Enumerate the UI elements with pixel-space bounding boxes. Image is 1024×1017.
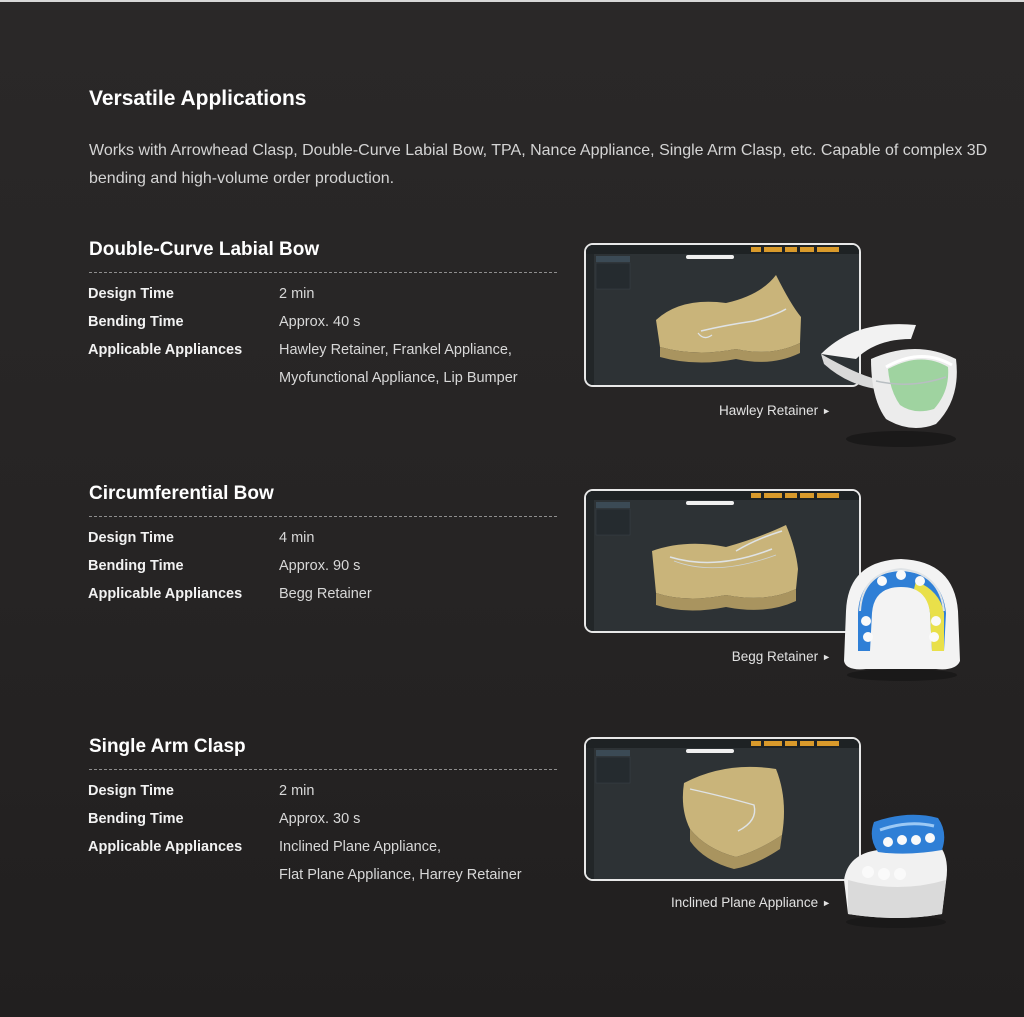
bending-time-label: Bending Time <box>88 558 184 574</box>
caption-text: Hawley Retainer <box>719 403 819 418</box>
appliance-photo-hawley-retainer <box>816 319 966 449</box>
design-time-value: 2 min <box>279 286 315 302</box>
applicable-appliances-label: Applicable Appliances <box>88 586 243 602</box>
bending-time-value: Approx. 90 s <box>279 558 361 574</box>
section-single-arm-clasp <box>0 736 1024 966</box>
applicable-appliances-value <box>279 833 569 889</box>
caption-text: Inclined Plane Appliance <box>670 895 819 910</box>
bending-time-label: Bending Time <box>88 811 184 827</box>
appliance-line: Begg Retainer <box>279 586 372 602</box>
dashed-divider <box>89 272 557 273</box>
section-circumferential-bow <box>0 483 1024 713</box>
appliance-line: Inclined Plane Appliance, <box>279 839 442 855</box>
photo-caption[interactable] <box>671 895 831 910</box>
section-double-curve-labial-bow <box>0 239 1024 469</box>
bending-time-value: Approx. 40 s <box>279 314 361 330</box>
design-time-label: Design Time <box>88 530 174 546</box>
design-time-label: Design Time <box>88 286 174 302</box>
applicable-appliances-label: Applicable Appliances <box>88 342 243 358</box>
bending-time-label: Bending Time <box>88 314 184 330</box>
design-time-value: 2 min <box>279 783 315 799</box>
appliance-line: Flat Plane Appliance, Harrey Retainer <box>279 867 522 883</box>
intro-text: Works with Arrowhead Clasp, Double-Curve Labial Bow, TPA, Nance Appliance, Single Arm Clasp, etc. Capable of complex 3D bending and high-volume order production. <box>89 142 988 187</box>
design-time-value: 4 min <box>279 530 315 546</box>
software-screenshot-icon <box>584 489 861 633</box>
caret-right-icon: ► <box>822 406 831 416</box>
software-screenshot-icon <box>584 737 861 881</box>
section-title: Circumferential Bow <box>89 483 274 504</box>
applicable-appliances-value <box>279 336 569 392</box>
page-title: Versatile Applications <box>89 87 307 110</box>
appliance-photo-begg-retainer <box>836 551 966 681</box>
design-time-label: Design Time <box>88 783 174 799</box>
photo-caption[interactable] <box>732 649 831 664</box>
appliance-line: Myofunctional Appliance, Lip Bumper <box>279 370 518 386</box>
section-title: Double-Curve Labial Bow <box>89 239 320 260</box>
applicable-appliances-label: Applicable Appliances <box>88 839 243 855</box>
dashed-divider <box>89 769 557 770</box>
caret-right-icon: ► <box>822 898 831 908</box>
photo-caption[interactable] <box>719 403 831 418</box>
applicable-appliances-value <box>279 580 569 608</box>
appliance-photo-inclined-plane-appliance <box>838 810 954 930</box>
bending-time-value: Approx. 30 s <box>279 811 361 827</box>
dashed-divider <box>89 516 557 517</box>
caret-right-icon: ► <box>822 652 831 662</box>
appliance-line: Hawley Retainer, Frankel Appliance, <box>279 342 512 358</box>
caption-text: Begg Retainer <box>731 649 819 664</box>
section-title: Single Arm Clasp <box>89 736 246 757</box>
top-border <box>0 0 1024 2</box>
